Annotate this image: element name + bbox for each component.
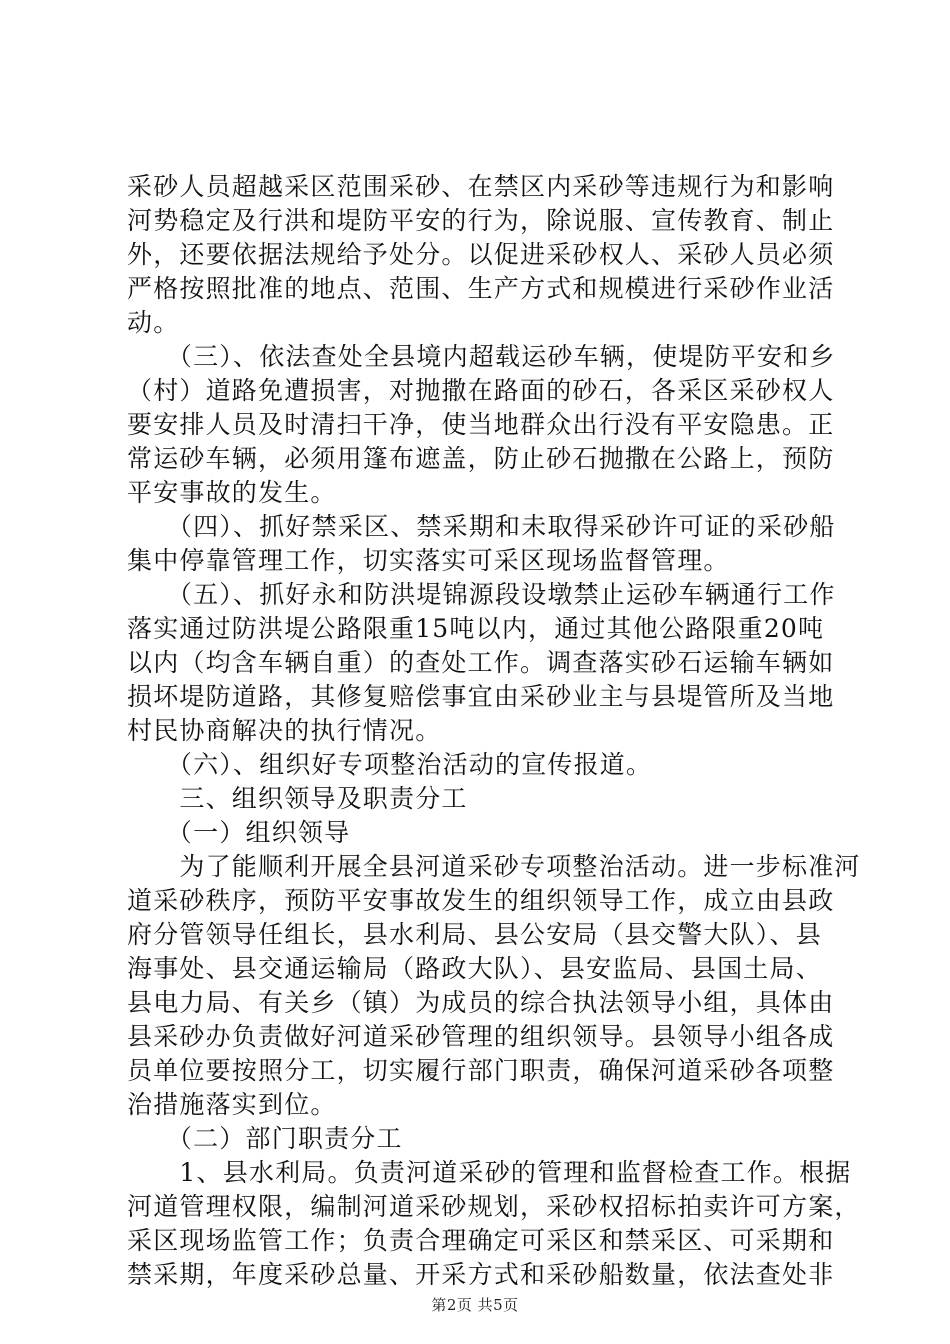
- body-text-line: 要安排人员及时清扫干净，使当地群众出行没有平安隐患。正: [127, 410, 835, 439]
- body-text-line: （村）道路免遭损害，对抛撒在路面的砂石，各采区采砂权人: [127, 376, 835, 405]
- body-text-line: 海事处、县交通运输局（路政大队）、县安监局、县国土局、: [127, 954, 822, 983]
- body-text-line: 道采砂秩序，预防平安事故发生的组织领导工作，成立由县政: [127, 886, 835, 915]
- body-text-line: 1、县水利局。负责河道采砂的管理和监督检查工作。根据: [127, 1158, 852, 1187]
- body-text-line: 常运砂车辆，必须用篷布遮盖，防止砂石抛撒在公路上，预防: [127, 444, 835, 473]
- body-text-line: 三、组织领导及职责分工: [127, 784, 468, 813]
- page-footer: 第2页 共5页: [431, 1296, 519, 1314]
- body-text-line: （二）部门职责分工: [127, 1124, 403, 1153]
- body-text-line: （五）、抓好永和防洪堤锦源段设墩禁止运砂车辆通行工作: [127, 580, 836, 609]
- body-text-line: （六）、组织好专项整治活动的宣传报道。: [127, 750, 653, 779]
- body-text-line: 平安事故的发生。: [127, 478, 337, 507]
- document-body: [127, 170, 861, 1292]
- body-text-line: 村民协商解决的执行情况。: [127, 716, 442, 745]
- body-text-line: （三）、依法查处全县境内超载运砂车辆，使堤防平安和乡: [127, 342, 836, 371]
- body-text-line: 严格按照批准的地点、范围、生产方式和规模进行采砂作业活: [127, 274, 835, 303]
- body-text-line: 外，还要依据法规给予处分。以促进采砂权人、采砂人员必须: [127, 240, 835, 269]
- body-text-line: 落实通过防洪堤公路限重15吨以内，通过其他公路限重20吨: [127, 614, 825, 643]
- body-text-line: 采区现场监管工作；负责合理确定可采区和禁采区、可采期和: [127, 1226, 835, 1255]
- body-text-line: 县电力局、有关乡（镇）为成员的综合执法领导小组，具体由: [127, 988, 835, 1017]
- body-text-line: 为了能顺利开展全县河道采砂专项整治活动。进一步标准河: [127, 852, 861, 881]
- body-text-line: 县采砂办负责做好河道采砂管理的组织领导。县领导小组各成: [127, 1022, 835, 1051]
- body-text-line: （四）、抓好禁采区、禁采期和未取得采砂许可证的采砂船: [127, 512, 836, 541]
- body-text-line: 集中停靠管理工作，切实落实可采区现场监督管理。: [127, 546, 730, 575]
- body-text-line: 以内（均含车辆自重）的查处工作。调查落实砂石运输车辆如: [127, 648, 835, 677]
- body-text-line: 采砂人员超越采区范围采砂、在禁区内采砂等违规行为和影响: [127, 172, 835, 201]
- body-text-line: 府分管领导任组长，县水利局、县公安局（县交警大队）、县: [127, 920, 822, 949]
- body-text-line: 员单位要按照分工，切实履行部门职责，确保河道采砂各项整: [127, 1056, 835, 1085]
- body-text-line: 损坏堤防道路，其修复赔偿事宜由采砂业主与县堤管所及当地: [127, 682, 835, 711]
- body-text-line: 河势稳定及行洪和堤防平安的行为，除说服、宣传教育、制止: [127, 206, 835, 235]
- body-text-line: 河道管理权限，编制河道采砂规划，采砂权招标拍卖许可方案，: [127, 1192, 861, 1221]
- body-text-line: 治措施落实到位。: [127, 1090, 337, 1119]
- body-text-line: （一）组织领导: [127, 818, 351, 847]
- body-text-line: 禁采期，年度采砂总量、开采方式和采砂船数量，依法查处非: [127, 1260, 835, 1289]
- body-text-line: 动。: [127, 308, 180, 337]
